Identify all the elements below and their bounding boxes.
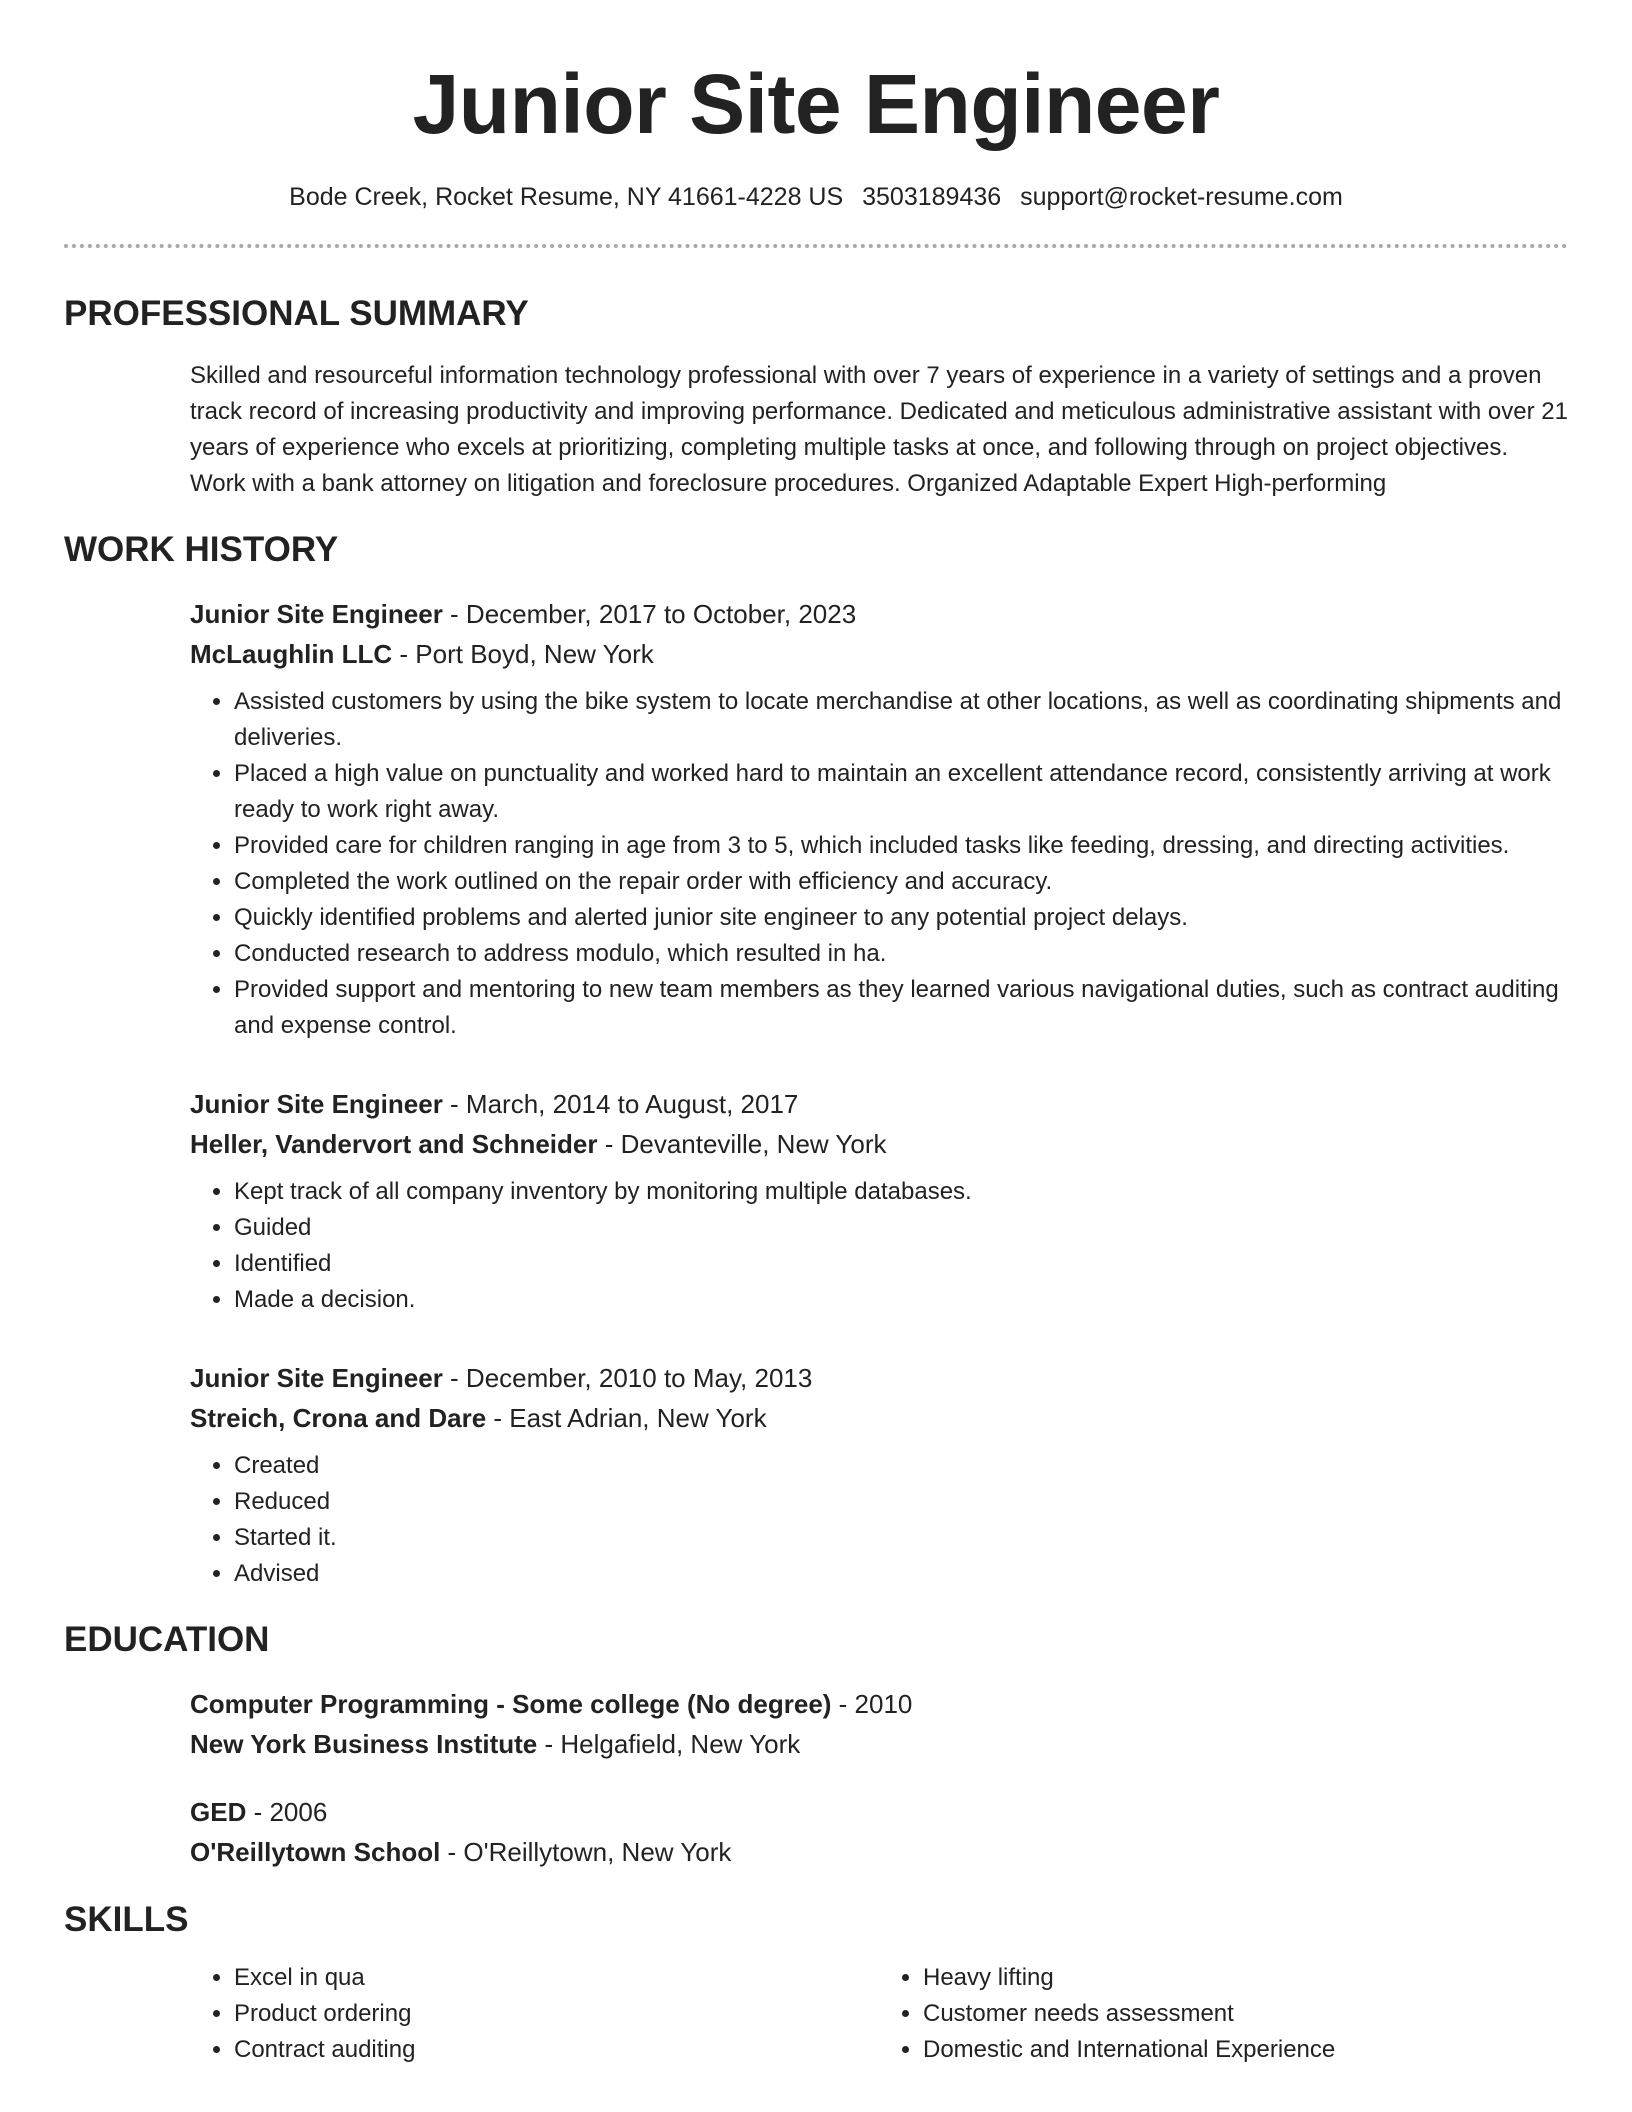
job-dates: - March, 2014 to August, 2017 (442, 1089, 799, 1119)
job-bullets (190, 684, 1568, 1044)
education-school: New York Business Institute (190, 1729, 538, 1759)
contact-phone: 3503189436 (862, 183, 1002, 211)
education-entry (64, 1684, 1568, 1764)
education-degree-line (190, 1684, 1568, 1724)
job-entry (64, 594, 1568, 1044)
job-bullet: • Provided care for children ranging in age from 3 to 5, which included tasks like feeding, dressing, and directing activities. (234, 828, 1568, 864)
education-section (64, 1618, 1568, 1872)
job-position: Junior Site Engineer (190, 1089, 443, 1119)
job-bullet: • Conducted research to address modulo, which resulted in ha. (234, 936, 1568, 972)
job-dates: - December, 2010 to May, 2013 (442, 1363, 813, 1393)
education-school-line (190, 1832, 1568, 1872)
job-location: - Devanteville, New York (597, 1129, 887, 1159)
education-year: - 2010 (831, 1689, 913, 1719)
summary-text: Skilled and resourceful information technology professional with over 7 years of experience in a variety of settings and a proven track record of increasing productivity and improving performance. Dedicated and meticulous administrative assistant with over 21 years of experience who excels at prioritizing, completing multiple tasks at once, and following through on project objectives. Work with a bank attorney on litigation and foreclosure procedures. Organized Adaptable Expert High-performing (190, 362, 1568, 497)
job-bullets (190, 1174, 1568, 1318)
job-location: - Port Boyd, New York (392, 639, 654, 669)
job-bullet: • Provided support and mentoring to new team members as they learned various navigational duties, such as contract auditing and expense control. (234, 972, 1568, 1044)
job-location: - East Adrian, New York (486, 1403, 767, 1433)
skills-left-column (190, 1960, 879, 2068)
header-divider (64, 244, 1568, 248)
education-school-line (190, 1724, 1568, 1764)
job-bullet: • Created (234, 1448, 1568, 1484)
job-bullet: • Started it. (234, 1520, 1568, 1556)
job-company: Heller, Vandervort and Schneider (190, 1129, 598, 1159)
skill-item: • Contract auditing (234, 2032, 879, 2068)
job-bullets (190, 1448, 1568, 1592)
summary-title: PROFESSIONAL SUMMARY (64, 294, 529, 333)
job-bullet: • Guided (234, 1210, 1568, 1246)
job-bullet: • Assisted customers by using the bike system to locate merchandise at other locations, as well as coordinating shipments and deliveries. (234, 684, 1568, 756)
education-school: O'Reillytown School (190, 1837, 441, 1867)
education-location: - O'Reillytown, New York (440, 1837, 732, 1867)
skill-item: • Customer needs assessment (923, 1996, 1568, 2032)
work-history-section (64, 528, 1568, 1592)
job-bullet: • Reduced (234, 1484, 1568, 1520)
skills-title: SKILLS (64, 1900, 189, 1939)
job-title-line (190, 1358, 1568, 1398)
candidate-name: Junior Site Engineer (412, 57, 1220, 151)
job-company: McLaughlin LLC (190, 639, 393, 669)
job-bullet: • Identified (234, 1246, 1568, 1282)
resume-header (64, 0, 1568, 248)
job-company-line (190, 1398, 1568, 1438)
skill-item: • Heavy lifting (923, 1960, 1568, 1996)
job-title-line (190, 1084, 1568, 1124)
job-bullet: • Kept track of all company inventory by monitoring multiple databases. (234, 1174, 1568, 1210)
education-location: - Helgafield, New York (537, 1729, 801, 1759)
contact-line (64, 181, 1568, 213)
skills-right-column (879, 1960, 1568, 2068)
job-position: Junior Site Engineer (190, 1363, 443, 1393)
job-title-line (190, 594, 1568, 634)
work-history-title: WORK HISTORY (64, 530, 339, 569)
job-bullet: • Completed the work outlined on the repair order with efficiency and accuracy. (234, 864, 1568, 900)
education-degree: GED (190, 1797, 247, 1827)
skill-item: • Domestic and International Experience (923, 2032, 1568, 2068)
skills-section (64, 1898, 1568, 2068)
contact-email: support@rocket-resume.com (1020, 183, 1343, 211)
job-entry (64, 1084, 1568, 1318)
job-bullet: • Placed a high value on punctuality and worked hard to maintain an excellent attendance record, consistently arriving at work ready to work right away. (234, 756, 1568, 828)
skills-columns (64, 1960, 1568, 2068)
education-entry (64, 1792, 1568, 1872)
skill-item: • Product ordering (234, 1996, 879, 2032)
job-company-line (190, 634, 1568, 674)
job-company-line (190, 1124, 1568, 1164)
job-bullet: • Quickly identified problems and alerted junior site engineer to any potential project delays. (234, 900, 1568, 936)
summary-section (64, 292, 1568, 502)
job-bullet: • Advised (234, 1556, 1568, 1592)
education-degree: Computer Programming - Some college (No degree) (190, 1689, 832, 1719)
job-company: Streich, Crona and Dare (190, 1403, 487, 1433)
contact-address: Bode Creek, Rocket Resume, NY 41661-4228 US (289, 183, 844, 211)
education-degree-line (190, 1792, 1568, 1832)
job-dates: - December, 2017 to October, 2023 (442, 599, 857, 629)
job-bullet: • Made a decision. (234, 1282, 1568, 1318)
job-position: Junior Site Engineer (190, 599, 443, 629)
skill-item: • Excel in qua (234, 1960, 879, 1996)
education-title: EDUCATION (64, 1620, 270, 1659)
education-year: - 2006 (246, 1797, 328, 1827)
job-entry (64, 1358, 1568, 1592)
